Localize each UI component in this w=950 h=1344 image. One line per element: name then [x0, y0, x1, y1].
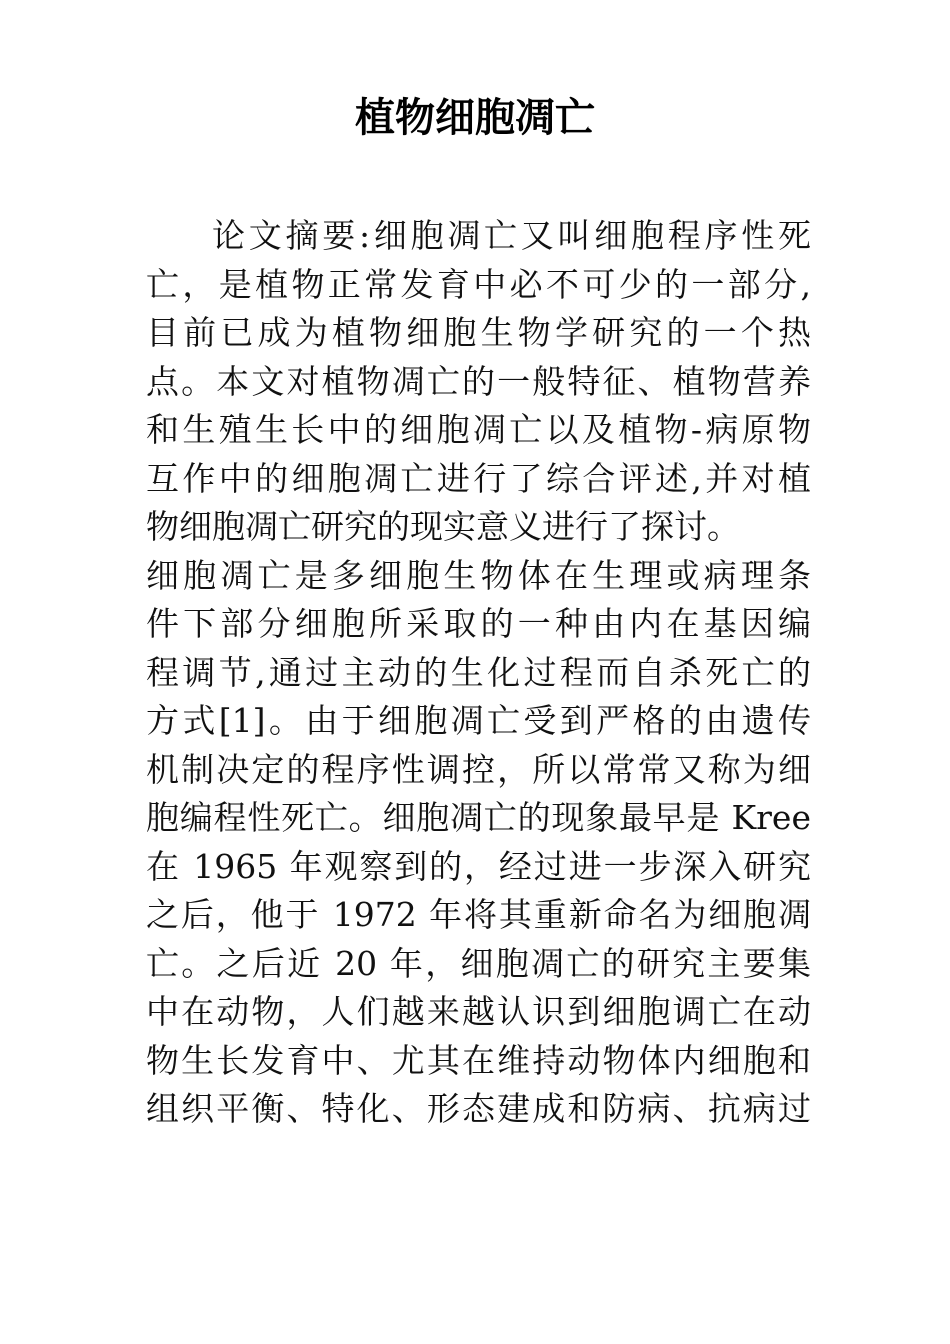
text-line: 亡，是植物正常发育中必不可少的一部分,: [146, 264, 811, 304]
text-line-abstract-end: 物细胞凋亡研究的现实意义进行了探讨。: [146, 507, 740, 546]
text-line: 和生殖生长中的细胞凋亡以及植物-病原物: [146, 410, 811, 449]
text-line: 程调节,通过主动的生化过程而自杀死亡的: [146, 652, 811, 692]
text-line: 目前已成为植物细胞生物学研究的一个热: [146, 313, 811, 352]
text-line: 之后，他于 1972 年将其重新命名为细胞凋: [146, 895, 811, 934]
document-body: [146, 212, 811, 1134]
text-line: 方式[1]。由于细胞凋亡受到严格的由遗传: [146, 701, 811, 740]
text-line: 物生长发育中、尤其在维持动物体内细胞和: [146, 1040, 811, 1080]
text-line: 在 1965 年观察到的，经过进一步深入研究: [146, 846, 811, 886]
text-line: 组织平衡、特化、形态建成和防病、抗病过: [146, 1089, 811, 1128]
text-line: 点。本文对植物凋亡的一般特征、植物营养: [146, 361, 811, 401]
text-line: 亡。之后近 20 年，细胞凋亡的研究主要集: [146, 943, 811, 983]
text-line: 胞编程性死亡。细胞凋亡的现象最早是 Kree: [146, 798, 811, 837]
text-line: 中在动物，人们越来越认识到细胞调亡在动: [146, 992, 811, 1031]
document-title: 植物细胞凋亡: [355, 95, 595, 141]
text-line: 件下部分细胞所采取的一种由内在基因编: [146, 604, 811, 643]
text-line-abstract-start: 论文摘要:细胞凋亡又叫细胞程序性死: [212, 216, 811, 255]
text-line: 细胞凋亡是多细胞生物体在生理或病理条: [146, 555, 811, 595]
text-line: 互作中的细胞凋亡进行了综合评述,并对植: [146, 458, 811, 498]
text-line: 机制决定的程序性调控，所以常常又称为细: [146, 749, 811, 789]
